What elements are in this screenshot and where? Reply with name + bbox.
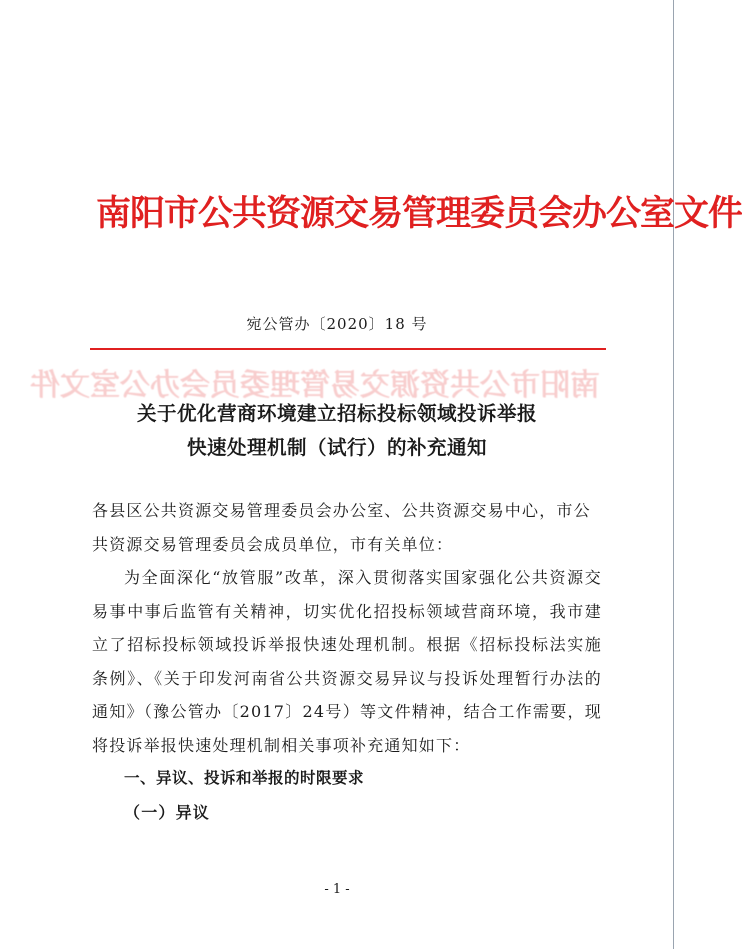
notice-title-line1: 关于优化营商环境建立招标投标领域投诉举报	[136, 402, 537, 425]
bleed-through-shadow: 南阳市公共资源交易管理委员会办公室文件	[30, 368, 600, 403]
document-body	[92, 494, 602, 829]
body-paragraph: 为全面深化“放管服”改革，深入贯彻落实国家强化公共资源交易事中事后监管有关精神，切实优化招投标领域营商环境，我市建立了招标投标领域投诉举报快速处理机制。根据《招标投标法实施条例》、《关于印发河南省公共资源交易异议与投诉处理暂行办法的通知》（豫公管办〔2017〕24号）等文件精神，结合工作需要，现将投诉举报快速处理机制相关事项补充通知如下：	[92, 568, 602, 755]
document-number: 宛公管办〔2020〕18 号	[246, 315, 428, 333]
notice-title	[0, 397, 674, 465]
document-header-title: 南阳市公共资源交易管理委员会办公室文件	[96, 194, 742, 234]
red-divider-rule	[90, 348, 606, 350]
page-number: - 1 -	[324, 882, 350, 897]
section-sub-heading-1: （一）异议	[124, 802, 211, 822]
section-heading-1: 一、异议、投诉和举报的时限要求	[124, 769, 365, 787]
notice-title-line2: 快速处理机制（试行）的补充通知	[186, 436, 487, 459]
addressees: 各县区公共资源交易管理委员会办公室、公共资源交易中心，市公共资源交易管理委员会成员单位，市有关单位：	[92, 501, 591, 554]
